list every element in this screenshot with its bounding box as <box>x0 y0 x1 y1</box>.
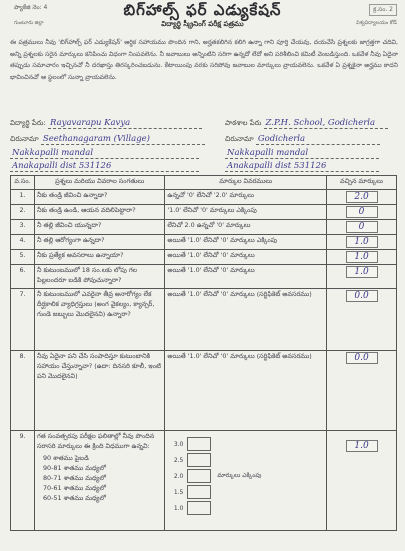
address-row <box>10 134 205 145</box>
scale-value: 1.0 <box>173 504 184 512</box>
school-name-label: పాఠశాల పేరు <box>225 119 262 127</box>
scale-value: 2.0 <box>173 472 184 480</box>
row-mark-field[interactable]: 1.0 <box>346 236 378 248</box>
student-name-label: విద్యార్థి పేరు <box>10 119 44 127</box>
row-question: గత సంవత్సరపు పరీక్షల ఫలితాల్లో నీవు పొందిన సరాసరి మార్కులు ఈ క్రింది విధముగా ఉన్నవి: <box>36 432 155 450</box>
row-marks-detail: ఉన్నచో '0' లేనిచో '2.0' మార్కులు <box>165 190 327 205</box>
scale-box[interactable] <box>187 501 211 515</box>
school-name-row <box>225 118 388 129</box>
row-mark-field[interactable]: 1.0 <box>346 440 378 452</box>
row-marks-detail: లేనిచో 2.0 ఉన్నచో '0' మార్కులు <box>165 220 327 235</box>
form-title: బిగ్‌హాల్స్ ఫర్ ఎడ్యుకేషన్ <box>123 1 282 19</box>
grade-line: 90 శాతము పైబడి <box>42 454 89 462</box>
row-number: 4. <box>11 235 35 250</box>
scale-box[interactable] <box>187 437 211 451</box>
table-row <box>11 351 397 431</box>
scale-value: 1.5 <box>173 488 184 496</box>
row-marks-detail: '1.0' లేనిచో '0' మార్కులు ఎక్కింపు <box>165 205 327 220</box>
row-marks-detail: అయితే '1.0' లేనిచో '0' మార్కులు <box>165 250 327 265</box>
address-line-2-row <box>10 148 199 159</box>
row-marks-detail: మార్కులు ఎక్కింపు <box>217 472 262 479</box>
address-line-2[interactable]: Nakkapalli mandal <box>10 148 199 159</box>
row-mark-field[interactable]: 0 <box>346 221 378 233</box>
address-line-3[interactable]: Anakapalli dist 531126 <box>10 161 199 172</box>
row-number: 7. <box>11 289 35 351</box>
row-question: నీకు తండ్రి జీవించి ఉన్నాడా? <box>34 190 164 205</box>
school-address-line-2[interactable]: Nakkapalli mandal <box>225 148 379 159</box>
grade-line: 80-71 శాతము మధ్యలో <box>42 474 106 482</box>
school-address-row <box>225 134 380 145</box>
row-mark-field[interactable]: 0.0 <box>346 352 378 364</box>
grade-line: 90-81 శాతము మధ్యలో <box>42 464 106 472</box>
grade-list <box>43 454 162 504</box>
row-number: 6. <box>11 265 35 289</box>
row-question: నీ తల్లి ఆరోగ్యంగా ఉన్నదా? <box>34 235 164 250</box>
table-row <box>11 235 397 250</box>
table-row <box>11 289 397 351</box>
row-number: 1. <box>11 190 35 205</box>
row-number: 5. <box>11 250 35 265</box>
school-address-line-2-row <box>225 148 379 159</box>
scale-value: 3.0 <box>173 440 184 448</box>
package-number: ప్యాకేజి నెం: 4 <box>14 4 48 11</box>
row-number: 3. <box>11 220 35 235</box>
col-header-marks-detail: మార్కుల వివరములు <box>165 176 327 190</box>
table-row <box>11 265 397 289</box>
grade-line: 60-51 శాతము మధ్యలో <box>42 494 106 502</box>
school-address-line-1[interactable]: Godicherla <box>256 134 380 145</box>
row-mark-field[interactable]: 0 <box>346 206 378 218</box>
row-question: నీకు ప్రత్యేక అవసరాలు ఉన్నాయా? <box>34 250 164 265</box>
row-question: నీ తల్లి జీవించి యున్నదా? <box>34 220 164 235</box>
student-name-row: విద్యార్థి పేరు: Rayavarapu Kavya <box>10 118 202 129</box>
school-address-line-3-row <box>225 161 379 172</box>
row-mark-field[interactable]: 1.0 <box>346 266 378 278</box>
row-marks-detail: అయితే '1.0' లేనిచో '0' మార్కులు <box>165 265 327 289</box>
row-question: నీ కుటుంబములో 18 సం.లకు లోపు గల పిల్లలందరూ బడికి పోవుచున్నారా? <box>34 265 164 289</box>
form-subtitle: విద్యార్థి స్క్రీనింగ్ పరీక్ష పత్రము <box>161 20 244 28</box>
district-label: గుంటూరు జిల్లా <box>14 20 44 26</box>
row-number: 8. <box>11 351 35 431</box>
row-question: నీకు తండ్రి ఉండి, ఆయన వదిలిపెట్టారా? <box>34 205 164 220</box>
scale-box[interactable] <box>187 485 211 499</box>
grade-line: 70-61 శాతము మధ్యలో <box>42 484 106 492</box>
col-header-marks-obtained: వచ్చిన మార్కులు <box>327 176 397 190</box>
row-number: 2. <box>11 205 35 220</box>
table-row <box>11 431 397 531</box>
table-row <box>11 250 397 265</box>
col-header-serial: వ.సం. <box>11 176 35 190</box>
col-header-question: ప్రశ్నలు మరియు వివరాల సంగతులు <box>34 176 164 190</box>
address-line-1[interactable]: Seethanagaram (Village) <box>41 134 205 145</box>
serial-number-box: క్ర.సం. 2 <box>369 4 397 16</box>
table-row <box>11 190 397 205</box>
table-header-row <box>11 176 397 190</box>
school-name-field[interactable]: Z.P.H. School, Godicherla <box>264 118 388 129</box>
school-address-line-3[interactable]: Anakapalli dist 531126 <box>225 161 379 172</box>
student-name-field[interactable]: Rayavarapu Kavya <box>48 118 202 129</box>
row-marks-detail: అయితే '1.0' లేనిచో '0' మార్కులు ఎక్కింపు <box>165 235 327 250</box>
table-row <box>11 220 397 235</box>
marks-scale <box>167 436 302 516</box>
school-address-label: చిరునామా <box>225 135 254 143</box>
row-mark-field[interactable]: 0.0 <box>346 290 378 302</box>
instructions-paragraph: ఈ పత్రములు నీవు 'బిగ్‌హాల్స్ ఫర్ ఎడ్యుకేషన్' ఆర్థిక సహాయము పొందిన గాని, అర్హతకలిగిన కలిగి ఉన్నా గాని పూర్తి చేయవు, దయచేసి ప్రశ్నలకు జాగ్రత్తగా చదివి, అన్ని ప్రశ్నలకు సరైన మార్కులు కనిపించు విధంగా నింపవలెను. నీ జవాబులు అన్నింటిని సరిగా ఉన్నదో లేదో అని పరిశీలించి కమిటీ వెంబడిస్తుంది. ఒకవేళ నీవు ఏదైనా తప్పుడు సమాచారం ఇచ్చినచో నీ దరఖాస్తు తిరస్కరించబడును. కేటాయింపు వరకు సరిపోవు జవాబుల మార్కులు వ్రాయవలెను. ఒకవేళ ఏ ప్రశ్నకైనా అర్హము కాదని భావించినచో ఆ స్థలంలో సున్నా వ్రాయవలెను. <box>10 39 398 81</box>
row-marks-detail: అయితే '1.0' లేనిచో '0' మార్కులు (సర్టిఫికెట్ అవసరము) <box>165 351 327 431</box>
row-marks-detail: అయితే '1.0' లేనిచో '0' మార్కులు (సర్టిఫికెట్ అవసరము) <box>165 289 327 351</box>
screening-table <box>10 175 397 531</box>
row-number: 9. <box>11 431 35 531</box>
table-row <box>11 205 397 220</box>
row-question: నీ కుటుంబములో ఎవరైనా తీవ్ర అనారోగ్యం లేక దీర్ఘకాలిక వ్యాధిగ్రస్తులు (అంగ వైకల్యం, క్యాన్సర్, గుండె జబ్బులు మొదలైనవి) ఉన్నారా? <box>34 289 164 351</box>
scale-value: 2.5 <box>173 456 184 464</box>
scale-box[interactable] <box>187 453 211 467</box>
scale-box[interactable] <box>187 469 211 483</box>
address-label: చిరునామా <box>10 135 39 143</box>
row-mark-field[interactable]: 2.0 <box>346 191 378 203</box>
row-mark-field[interactable]: 1.0 <box>346 251 378 263</box>
address-line-3-row <box>10 161 199 172</box>
row-question: నీవు ఏదైనా పని చేసి సంపాదిస్తూ కుటుంబానికి సహాయం చేస్తున్నావా? (ఉదా: దినసరి కూలీ, ఇంటి పని మొదలైనవి) <box>34 351 164 431</box>
university-code-label: విశ్వవిద్యాలయం కోడ్ <box>356 20 397 26</box>
